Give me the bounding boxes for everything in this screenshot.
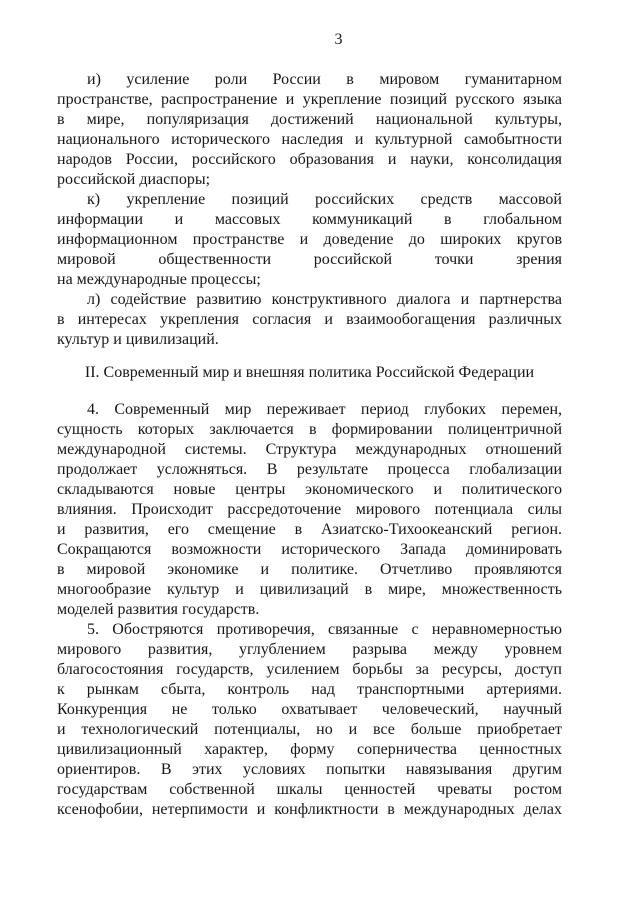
text-line: в мировой экономике и политике. Отчетливо проявляются bbox=[57, 561, 562, 578]
paragraph-4 bbox=[57, 400, 562, 620]
text-line: моделей развития государств. bbox=[57, 601, 260, 618]
text-line: в мире, популяризация достижений национальной культуры, bbox=[57, 111, 562, 128]
text-line: информации и массовых коммуникаций в глобальном bbox=[57, 211, 562, 228]
text-line: Конкуренция не только охватывает человеческий, научный bbox=[57, 701, 562, 718]
text-line: пространстве, распространение и укрепление позиций русского языка bbox=[57, 91, 562, 108]
text-line: ориентиров. В этих условиях попытки навязывания другим bbox=[57, 761, 562, 778]
paragraph-item-l bbox=[57, 290, 562, 350]
text-line: мирового развития, углублением разрыва между уровнем bbox=[57, 641, 562, 658]
text-line: к рынкам сбыта, контроль над транспортными артериями. bbox=[57, 681, 562, 698]
text-line: государствам собственной шкалы ценностей чреваты ростом bbox=[57, 781, 562, 798]
text-line: Сокращаются возможности исторического Запада доминировать bbox=[57, 541, 562, 558]
text-line: в интересах укрепления согласия и взаимообогащения различных bbox=[57, 311, 562, 328]
text-line: национального исторического наследия и культурной самобытности bbox=[57, 131, 562, 148]
text-line: многообразие культур и цивилизаций в мире, множественность bbox=[57, 581, 562, 598]
page-number: 3 bbox=[334, 31, 343, 48]
text-line: 4. Современный мир переживает период глубоких перемен, bbox=[87, 401, 562, 418]
text-line: мировой общественности российской точки зрения bbox=[57, 251, 562, 268]
text-line: на международные процессы; bbox=[57, 271, 261, 288]
text-line: культур и цивилизаций. bbox=[57, 331, 219, 348]
text-line: информационном пространстве и доведение до широких кругов bbox=[57, 231, 562, 248]
text-line: народов России, российского образования и науки, консолидация bbox=[57, 151, 562, 168]
text-line: международной системы. Структура международных отношений bbox=[57, 441, 562, 458]
text-line: продолжает усложняться. В результате процесса глобализации bbox=[57, 461, 562, 478]
text-line: к) укрепление позиций российских средств массовой bbox=[87, 191, 562, 208]
text-line: влияния. Происходит рассредоточение мирового потенциала силы bbox=[57, 501, 562, 518]
text-line: российской диаспоры; bbox=[57, 171, 211, 188]
text-line: ксенофобии, нетерпимости и конфликтности в международных делах bbox=[57, 801, 562, 818]
text-line: и технологический потенциалы, но и все больше приобретает bbox=[57, 721, 562, 738]
paragraph-5 bbox=[57, 620, 562, 820]
text-line: л) содействие развитию конструктивного диалога и партнерства bbox=[87, 291, 562, 308]
text-line: благосостояния государств, усилением борьбы за ресурсы, доступ bbox=[57, 661, 562, 678]
section-heading-2: II. Современный мир и внешняя политика Российской Федерации bbox=[84, 364, 535, 381]
text-line: складываются новые центры экономического и политического bbox=[57, 481, 562, 498]
text-column bbox=[57, 0, 562, 820]
text-line: сущность которых заключается в формировании полицентричной bbox=[57, 421, 562, 438]
paragraph-item-i bbox=[57, 70, 562, 190]
text-line: 5. Обостряются противоречия, связанные с неравномерностью bbox=[87, 621, 562, 638]
text-line: и) усиление роли России в мировом гуманитарном bbox=[87, 71, 562, 88]
document-body bbox=[57, 70, 562, 820]
text-line: и развития, его смещение в Азиатско-Тихоокеанский регион. bbox=[57, 521, 562, 538]
paragraph-item-k bbox=[57, 190, 562, 290]
text-line: цивилизационный характер, форму соперничества ценностных bbox=[57, 741, 562, 758]
